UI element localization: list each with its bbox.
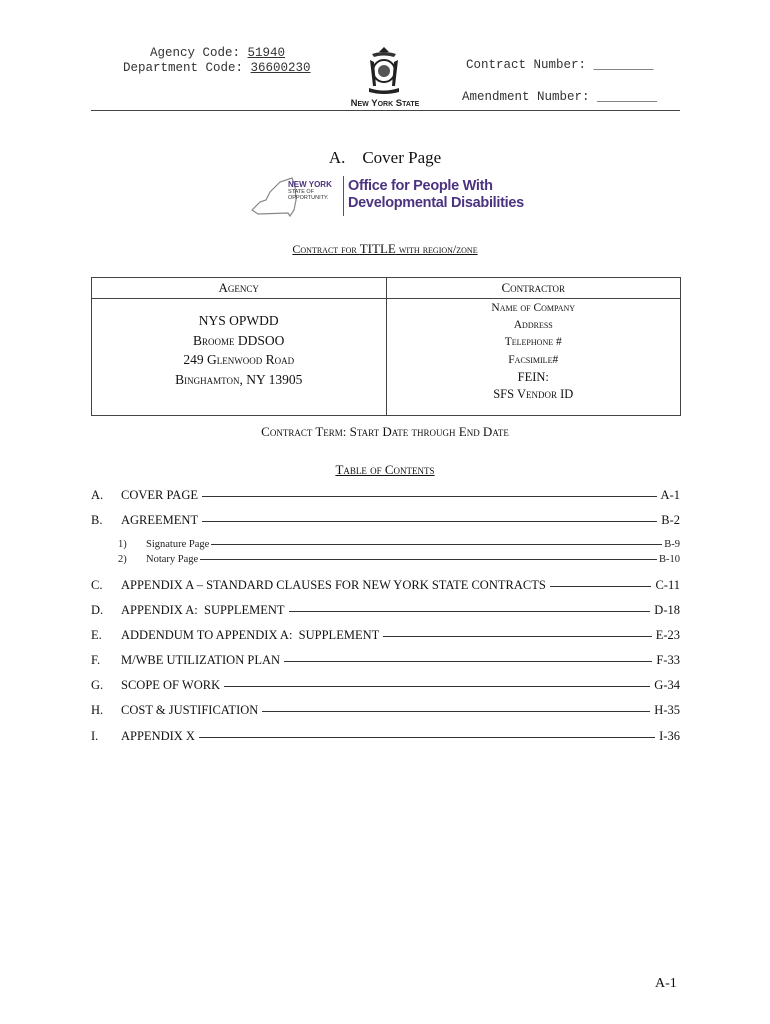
amendment-number-value: ________ — [597, 90, 658, 104]
toc-leader — [224, 686, 650, 687]
seal-caption: New York State — [350, 98, 420, 109]
toc-item[interactable]: B. AGREEMENT B-2 — [91, 513, 680, 527]
toc-leader — [202, 521, 657, 522]
agency-address: NYS OPWDD Broome DDSOO 249 Glenwood Road Binghamton, NY 13905 — [92, 299, 387, 416]
toc-leader — [200, 559, 657, 560]
ny-state-wordmark: NEW YORK STATE OF OPPORTUNITY. — [288, 180, 332, 201]
contract-title-placeholder: TITLE — [359, 241, 396, 256]
department-code: Department Code: 36600230 — [123, 61, 311, 75]
contract-term: Contract Term: Start Date through End Date — [261, 424, 509, 439]
contract-number-value: ________ — [593, 58, 654, 72]
opwdd-wordmark: Office for People With Developmental Disabilities — [348, 178, 524, 211]
department-code-value: 36600230 — [250, 61, 311, 75]
toc-item[interactable]: A. COVER PAGE A-1 — [91, 488, 680, 502]
toc-item[interactable]: H. COST & JUSTIFICATION H-35 — [91, 703, 680, 717]
toc-item[interactable]: C. APPENDIX A – STANDARD CLAUSES FOR NEW YORK STATE CONTRACTS C-11 — [91, 578, 680, 592]
contract-title: Contract for TITLE with region/zone — [292, 241, 478, 256]
contractor-header: Contractor — [386, 278, 681, 299]
toc-leader — [284, 661, 652, 662]
toc-item[interactable]: F. M/WBE UTILIZATION PLAN F-33 — [91, 653, 680, 667]
toc-leader — [383, 636, 651, 637]
toc-leader — [202, 496, 657, 497]
toc-heading: Table of Contents — [335, 462, 435, 477]
toc-item[interactable]: G. SCOPE OF WORK G-34 — [91, 678, 680, 692]
agency-code: Agency Code: 51940 — [150, 46, 286, 60]
parties-table — [91, 277, 681, 416]
toc-item[interactable]: E. ADDENDUM TO APPENDIX A: SUPPLEMENT E-23 — [91, 628, 680, 642]
logo-divider — [343, 176, 344, 216]
opwdd-logo — [250, 174, 525, 220]
toc-leader — [289, 611, 651, 612]
toc-leader — [211, 544, 662, 545]
page-number: A-1 — [655, 976, 677, 991]
toc-item[interactable]: I. APPENDIX X I-36 — [91, 729, 680, 743]
agency-header: Agency — [92, 278, 387, 299]
contractor-details: Name of Company Address Telephone # Facsimile# FEIN: SFS Vendor ID — [386, 299, 681, 416]
toc-leader — [199, 737, 655, 738]
amendment-number: Amendment Number: ________ — [462, 90, 658, 104]
toc-item[interactable]: D. APPENDIX A: SUPPLEMENT D-18 — [91, 603, 680, 617]
page-title: A. Cover Page — [328, 148, 442, 167]
toc-leader — [550, 586, 652, 587]
contract-number: Contract Number: ________ — [466, 58, 654, 72]
toc-leader — [262, 711, 650, 712]
toc-sub-item[interactable]: 2) Notary Page B-10 — [118, 554, 680, 565]
nys-seal-icon — [363, 44, 405, 96]
agency-code-value: 51940 — [247, 46, 286, 60]
toc-sub-item[interactable]: 1) Signature Page B-9 — [118, 539, 680, 550]
header-divider — [91, 110, 680, 111]
